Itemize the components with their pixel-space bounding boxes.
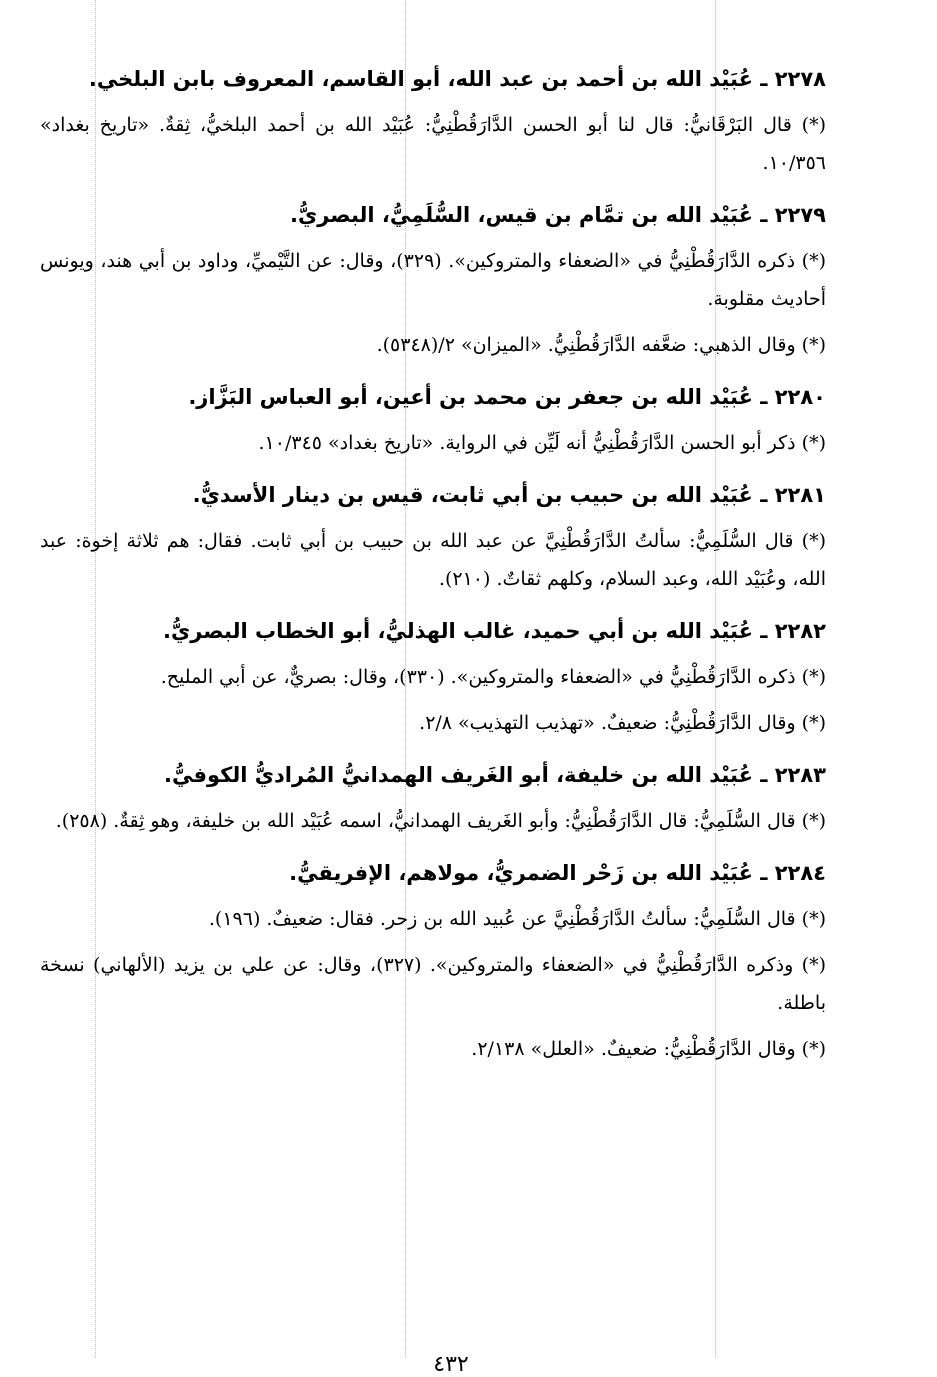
entry-2278 bbox=[40, 62, 862, 182]
entry-2282 bbox=[40, 614, 862, 742]
entry-paragraph: (*) ذكره الدَّارَقُطْنِيُّ في «الضعفاء والمتروكين». (٣٣٠)، وقال: بصريٌّ، عن أبي المليح. bbox=[160, 666, 826, 688]
entry-paragraph: (*) وقال الدَّارَقُطْنِيُّ: ضعيفٌ. «تهذيب التهذيب» ٢/٨. bbox=[419, 712, 826, 734]
entry-paragraph: (*) وقال الدَّارَقُطْنِيُّ: ضعيفٌ. «العلل» ٢/١٣٨. bbox=[471, 1038, 826, 1060]
entry-paragraph: (*) ذكر أبو الحسن الدَّارَقُطْنِيُّ أنه لَيِّن في الرواية. «تاريخ بغداد» ١٠/٣٤٥. bbox=[258, 432, 826, 454]
entry-paragraph: (*) قال السُّلَمِيُّ: سألتُ الدَّارَقُطْنِيَّ عن عبد الله بن حبيب بن أبي ثابت. فقال: هم ثلاثة إخوة: عبد الله، وعُبَيْد الله، وعبد السلام، وكلهم ثقاتٌ. (٢١٠). bbox=[40, 530, 826, 590]
entry-paragraph: (*) قال السُّلَمِيُّ: قال الدَّارَقُطْنِيُّ: وأبو الغَريف الهمدانيُّ، اسمه عُبَيْد الله بن خليفة، وهو ثِقةٌ. (٢٥٨). bbox=[55, 810, 826, 832]
entry-paragraph: (*) ذكره الدَّارَقُطْنِيُّ في «الضعفاء والمتروكين». (٣٢٩)، وقال: عن التَّيْميِّ، وداود بن أبي هند، ويونس أحاديث مقلوبة. bbox=[40, 250, 826, 310]
page-body bbox=[40, 62, 862, 1377]
entry-heading: ٢٢٨٠ ـ عُبَيْد الله بن جعفر بن محمد بن أعين، أبو العباس البَزَّاز. bbox=[188, 385, 826, 409]
entry-heading: ٢٢٧٩ ـ عُبَيْد الله بن تمَّام بن قيس، السُّلَمِيُّ، البصريُّ. bbox=[289, 203, 826, 227]
entry-2279 bbox=[40, 198, 862, 364]
page-number: ٤٣٢ bbox=[433, 1352, 469, 1377]
entry-paragraph: (*) قال السُّلَمِيُّ: سألتُ الدَّارَقُطْنِيَّ عن عُبيد الله بن زحر. فقال: ضعيفٌ. (١٩٦). bbox=[208, 908, 826, 930]
entry-heading: ٢٢٨٤ ـ عُبَيْد الله بن زَحْر الضمريُّ، مولاهم، الإفريقيُّ. bbox=[289, 861, 826, 885]
entry-heading: ٢٢٨٣ ـ عُبَيْد الله بن خليفة، أبو الغَريف الهمدانيُّ المُراديُّ الكوفيُّ. bbox=[164, 763, 826, 787]
entry-2283 bbox=[40, 758, 862, 840]
entry-heading: ٢٢٨١ ـ عُبَيْد الله بن حبيب بن أبي ثابت، قيس بن دينار الأسديُّ. bbox=[192, 483, 826, 507]
entry-2284 bbox=[40, 856, 862, 1068]
entry-2280 bbox=[40, 380, 862, 462]
entry-heading: ٢٢٧٨ ـ عُبَيْد الله بن أحمد بن عبد الله، أبو القاسم، المعروف بابن البلخي. bbox=[88, 67, 826, 91]
entry-2281 bbox=[40, 478, 862, 598]
entry-paragraph: (*) وذكره الدَّارَقُطْنِيُّ في «الضعفاء والمتروكين». (٣٢٧)، وقال: عن علي بن يزيد (الألهاني) نسخة باطلة. bbox=[40, 954, 826, 1014]
entry-paragraph: (*) قال البَرْقَانيُّ: قال لنا أبو الحسن الدَّارَقُطْنِيُّ: عُبَيْد الله بن أحمد البلخيُّ، ثِقةٌ. «تاريخ بغداد» ١٠/٣٥٦. bbox=[40, 114, 826, 174]
entry-heading: ٢٢٨٢ ـ عُبَيْد الله بن أبي حميد، غالب الهذليُّ، أبو الخطاب البصريُّ. bbox=[163, 619, 826, 643]
entry-paragraph: (*) وقال الذهبي: ضعَّفه الدَّارَقُطْنِيُّ. «الميزان» ٢/(٥٣٤٨). bbox=[376, 334, 826, 356]
